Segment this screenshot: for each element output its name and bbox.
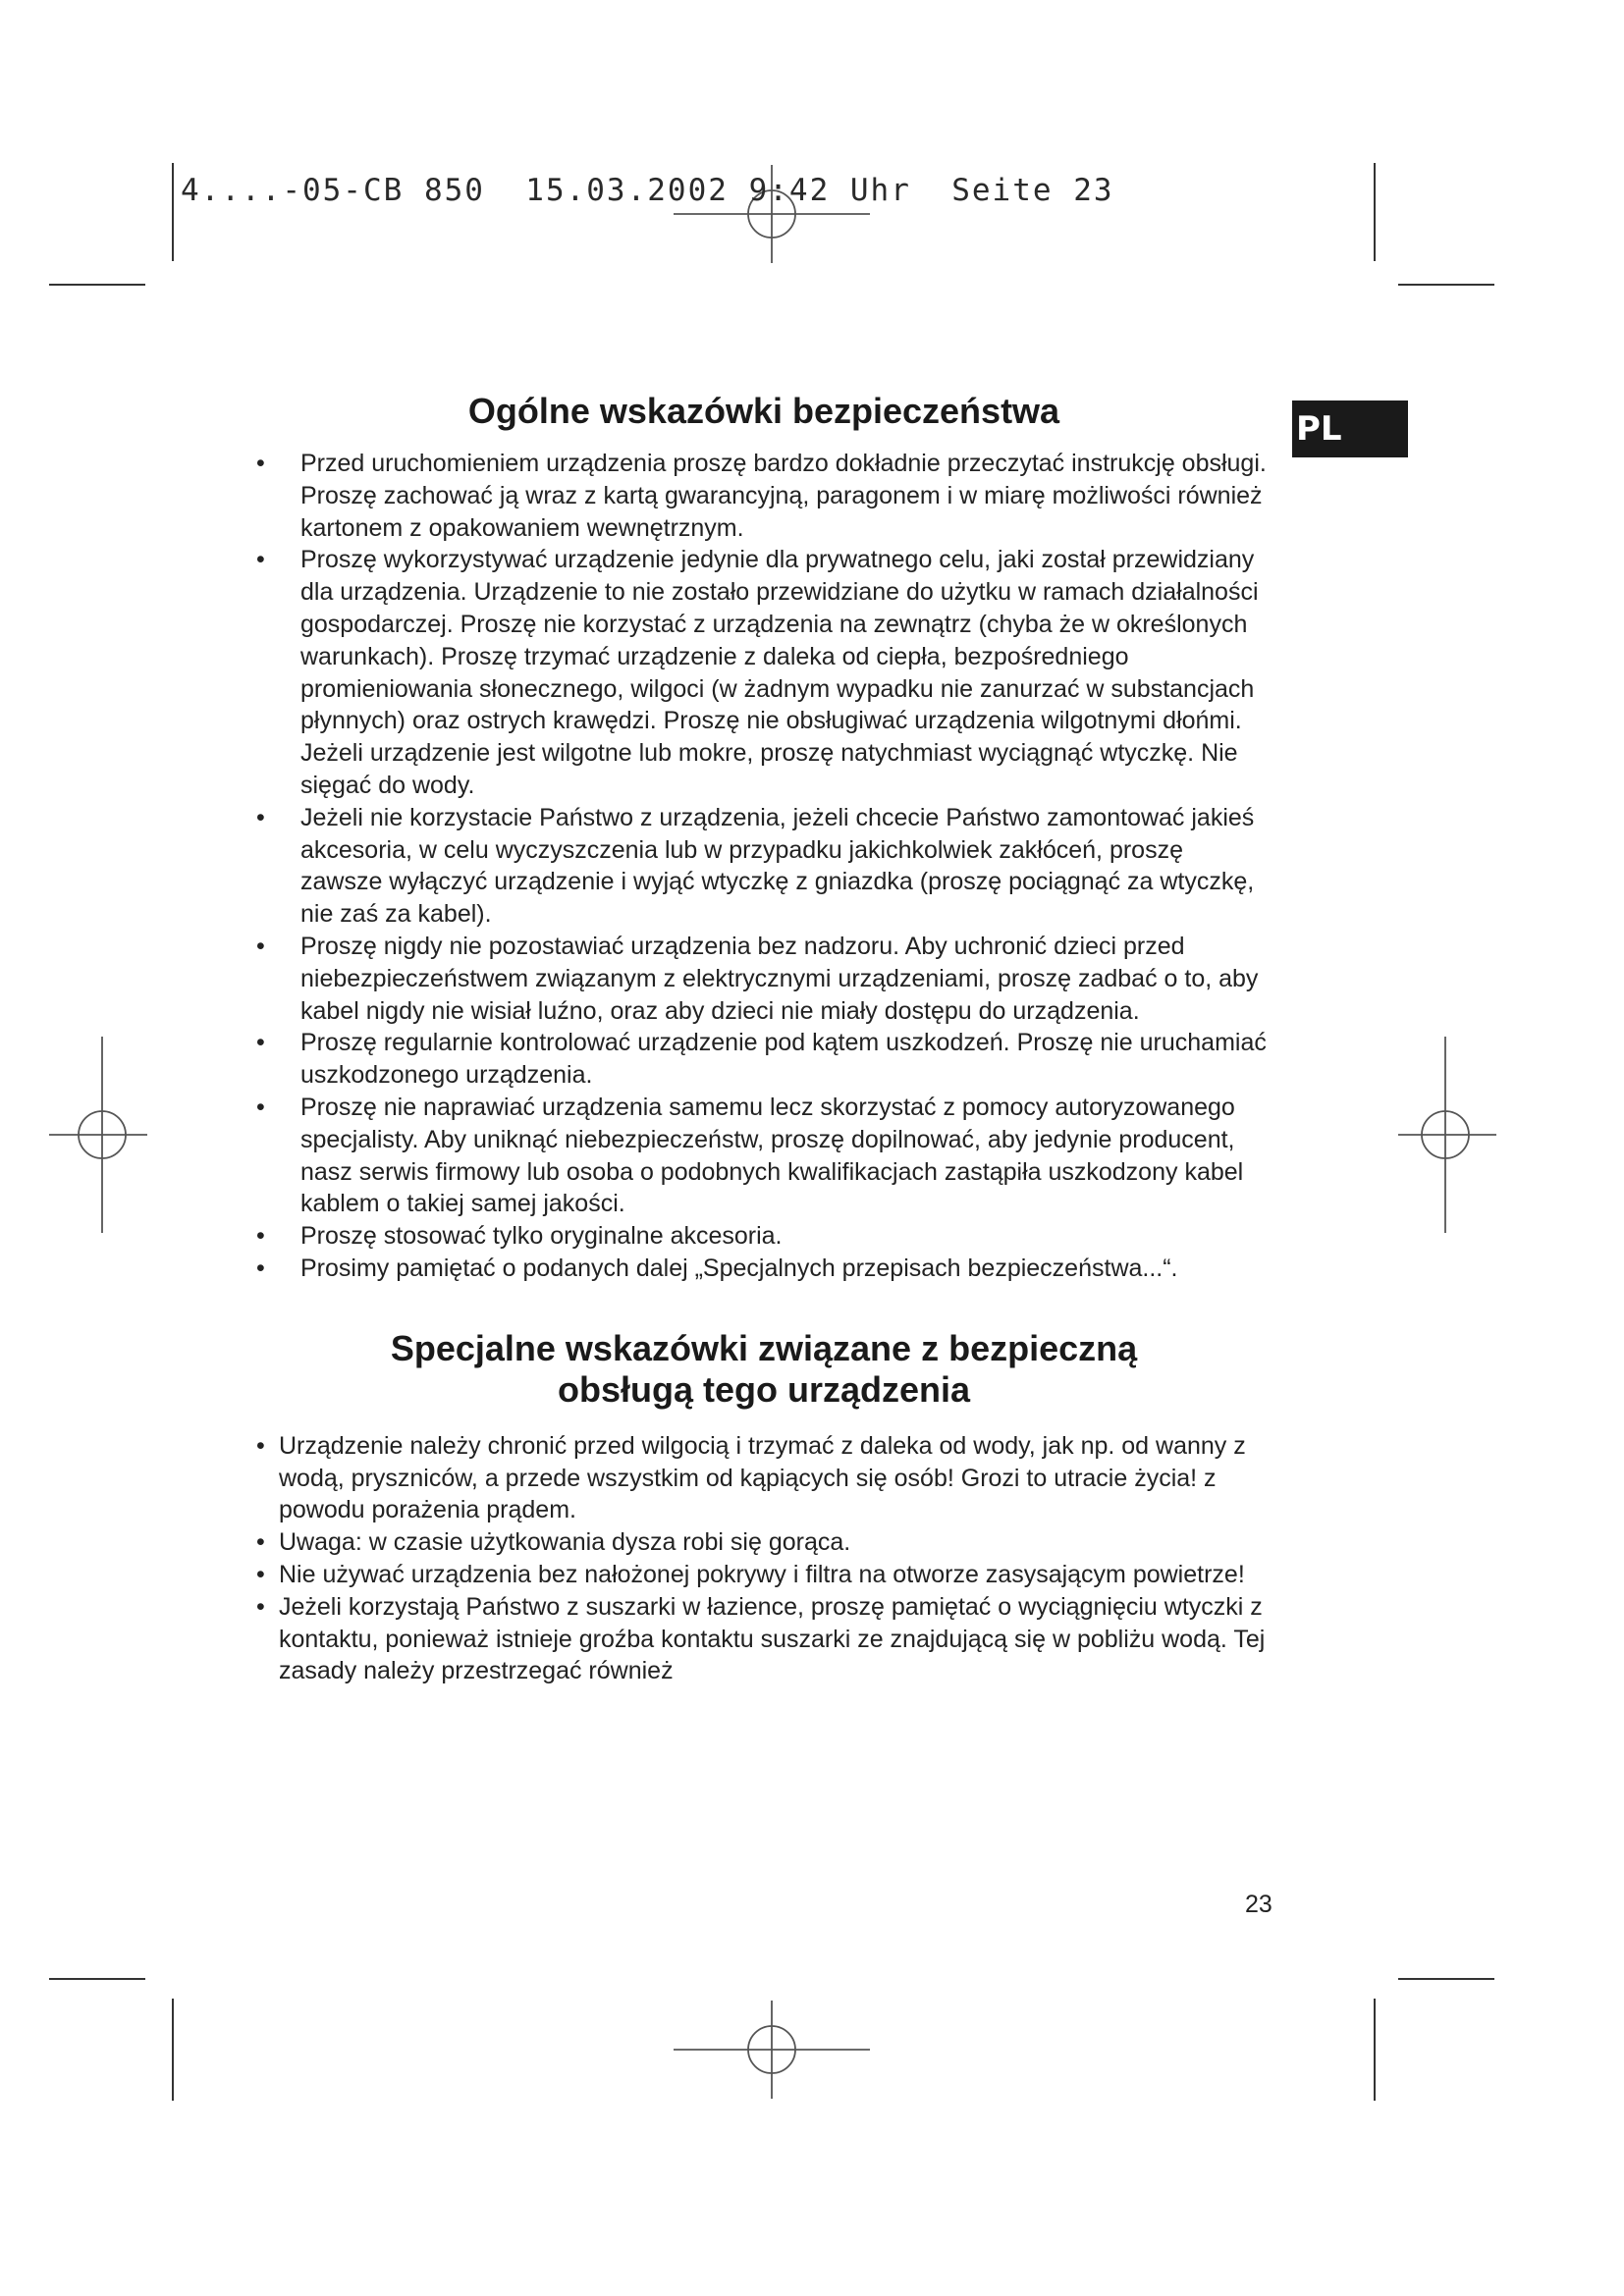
list-item: • Proszę wykorzystywać urządzenie jedynie dla prywatnego celu, jaki został przewidziany dla urządzenia. Urządzenie to nie zostało przewidziane do użytku w ramach działalności gospodarczej. Proszę nie korzystać z urządzenia na zewnątrz (chyba że w określonych warunkach). Proszę trzymać urządzenie z daleka od ciepła, bezpośredniego promieniowania słonecznego, wilgoci (w żadnym wypadku nie zanurzać w substancjach płynnych) oraz ostrych krawędzi. Proszę nie obsługiwać urządzenia wilgotnymi dłońmi. Jeżeli urządzenie jest wilgotne lub mokre, proszę natychmiast wyciągnąć wtyczkę. Nie sięgać do wody.: [253, 544, 1274, 801]
section-title-general-safety: Ogólne wskazówki bezpieczeństwa: [467, 391, 1060, 431]
list-item: • Przed uruchomieniem urządzenia proszę bardzo dokładnie przeczytać instrukcję obsługi. Proszę zachować ją wraz z kartą gwarancyjną, paragonem i w miarę możliwości również kartonem z opakowaniem wewnętrznym.: [253, 448, 1274, 544]
page-number: 23: [1245, 1891, 1272, 1918]
list-item: • Proszę stosować tylko oryginalne akcesoria.: [253, 1220, 1274, 1253]
section-title-special-safety: [253, 1328, 1274, 1411]
list-item: • Nie używać urządzenia bez nałożonej pokrywy i filtra na otworze zasysającym powietrze!: [253, 1559, 1274, 1591]
page-content: [253, 391, 1274, 1687]
section-title-line-1: Specjalne wskazówki związane z bezpieczną: [390, 1327, 1138, 1368]
print-slug-header: 4....-05-CB 850 15.03.2002 9:42 Uhr Seite 23: [181, 173, 1114, 208]
list-item: • Proszę nie naprawiać urządzenia samemu lecz skorzystać z pomocy autoryzowanego specjalisty. Aby uniknąć niebezpieczeństw, proszę dopilnować, aby jedynie producent, nasz serwis firmowy lub osoba o podobnych kwalifikacjach zastąpiła uszkodzony kabel kablem o takiej samej jakości.: [253, 1092, 1274, 1220]
list-item: • Jeżeli korzystają Państwo z suszarki w łazience, proszę pamiętać o wyciągnięciu wtyczki z kontaktu, ponieważ istnieje groźba kontaktu suszarki ze znajdującą się w pobliżu wodą. Tej zasady należy przestrzegać również: [253, 1591, 1274, 1687]
list-item: • Proszę nigdy nie pozostawiać urządzenia bez nadzoru. Aby uchronić dzieci przed niebezpieczeństwem związanym z elektrycznymi urządzeniami, proszę zadbać o to, aby kabel nigdy nie wisiał luźno, oraz aby dzieci nie miały dostępu do urządzenia.: [253, 931, 1274, 1027]
list-item: • Proszę regularnie kontrolować urządzenie pod kątem uszkodzeń. Proszę nie uruchamiać uszkodzonego urządzenia.: [253, 1027, 1274, 1092]
special-safety-list: [253, 1430, 1274, 1687]
language-tab: PL: [1292, 400, 1408, 457]
list-item: • Prosimy pamiętać o podanych dalej „Specjalnych przepisach bezpieczeństwa...“.: [253, 1253, 1274, 1285]
general-safety-list: [253, 448, 1274, 1285]
section-title-line-2: obsługą tego urządzenia: [557, 1368, 971, 1410]
list-item: • Urządzenie należy chronić przed wilgocią i trzymać z daleka od wody, jak np. od wanny z wodą, pryszniców, a przede wszystkim od kąpiących się osób! Grozi to utracie życia! z powodu porażenia prądem.: [253, 1430, 1274, 1526]
list-item: • Uwaga: w czasie użytkowania dysza robi się gorąca.: [253, 1526, 1274, 1559]
list-item: • Jeżeli nie korzystacie Państwo z urządzenia, jeżeli chcecie Państwo zamontować jakieś akcesoria, w celu wyczyszczenia lub w przypadku jakichkolwiek zakłóceń, proszę zawsze wyłączyć urządzenie i wyjąć wtyczkę z gniazdka (proszę pociągnąć za wtyczkę, nie zaś za kabel).: [253, 802, 1274, 931]
